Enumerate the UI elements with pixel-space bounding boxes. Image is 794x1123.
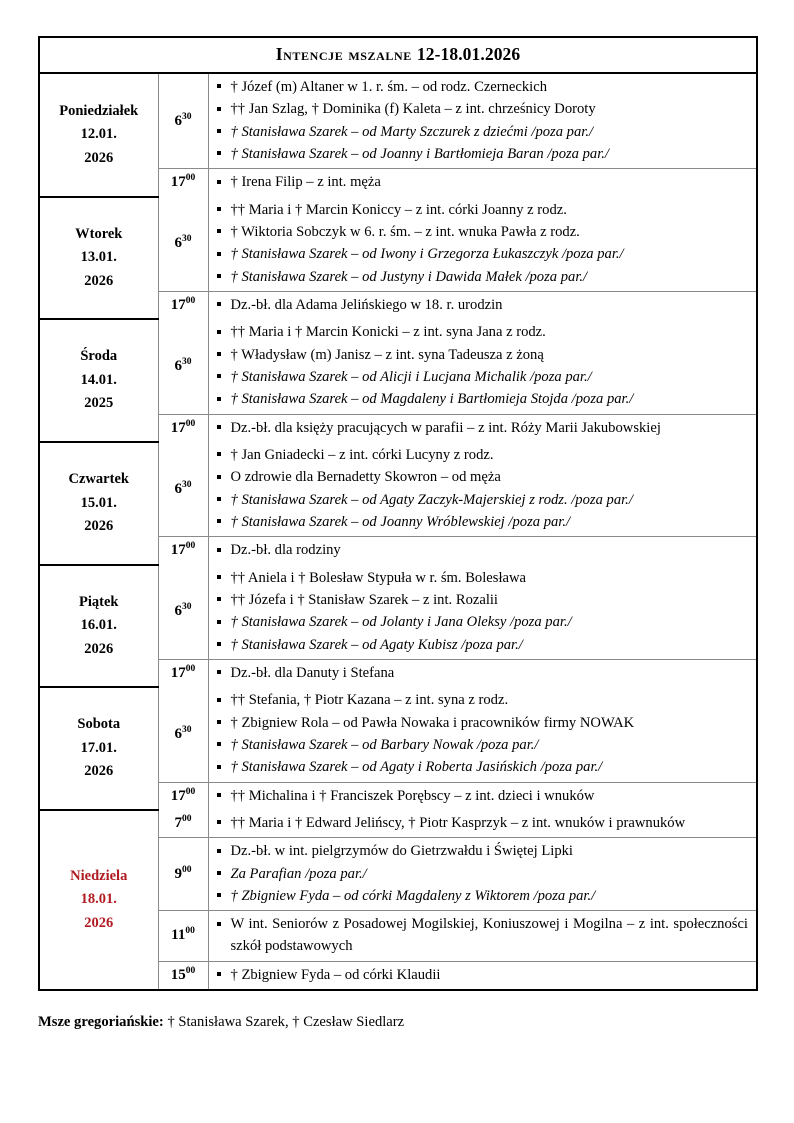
day-name: Wtorek bbox=[75, 225, 123, 242]
mass-time bbox=[158, 659, 208, 687]
day-year: 2026 bbox=[84, 763, 114, 780]
mass-time bbox=[158, 169, 208, 197]
mass-time-hour: 6 bbox=[174, 603, 182, 620]
day-date: 15.01. bbox=[80, 494, 117, 511]
intentions-cell bbox=[208, 537, 757, 565]
mass-time bbox=[158, 810, 208, 838]
mass-time-minutes: 30 bbox=[182, 602, 192, 613]
mass-time-minutes: 00 bbox=[185, 786, 196, 797]
intention-item: † Stanisława Szarek – od Agaty Zaczyk-Majerskiej z rodz. /poza par./ bbox=[215, 489, 749, 511]
day-cell-6 bbox=[39, 810, 158, 990]
intention-item: † Jan Gniadecki – z int. córki Lucyny z rodz. bbox=[215, 444, 749, 466]
mass-time-hour: 6 bbox=[174, 112, 182, 129]
intention-item: Dz.-bł. w int. pielgrzymów do Gietrzwałdu i Świętej Lipki bbox=[215, 840, 749, 862]
intention-item: Dz.-bł. dla księży pracujących w parafii – z int. Róży Marii Jakubowskiej bbox=[215, 417, 749, 439]
mass-time-minutes: 00 bbox=[185, 418, 196, 429]
day-date: 14.01. bbox=[80, 371, 117, 388]
intention-item: † Zbigniew Rola – od Pawła Nowaka i pracowników firmy NOWAK bbox=[215, 712, 749, 734]
intention-item: †† Stefania, † Piotr Kazana – z int. syna z rodz. bbox=[215, 689, 749, 711]
intention-item: † Wiktoria Sobczyk w 6. r. śm. – z int. wnuka Pawła z rodz. bbox=[215, 221, 749, 243]
intentions-cell bbox=[208, 911, 757, 962]
day-date: 12.01. bbox=[80, 126, 117, 143]
day-cell-2 bbox=[39, 319, 158, 442]
intention-item: † Stanisława Szarek – od Jolanty i Jana Oleksy /poza par./ bbox=[215, 611, 749, 633]
intentions-cell bbox=[208, 565, 757, 660]
mass-time bbox=[158, 414, 208, 442]
intention-item: † Stanisława Szarek – od Alicji i Lucjana Michalik /poza par./ bbox=[215, 366, 749, 388]
intention-item: † Stanisława Szarek – od Magdaleny i Bartłomieja Stojda /poza par./ bbox=[215, 388, 749, 410]
mass-time-hour: 6 bbox=[174, 480, 182, 497]
intention-item: †† Michalina i † Franciszek Porębscy – z int. dzieci i wnuków bbox=[215, 785, 749, 807]
title-date-range: 12-18.01.2026 bbox=[416, 44, 521, 64]
mass-time-minutes: 00 bbox=[185, 173, 196, 184]
mass-time-minutes: 00 bbox=[185, 296, 196, 307]
day-date: 18.01. bbox=[80, 891, 117, 908]
mass-time bbox=[158, 291, 208, 319]
mass-time-minutes: 30 bbox=[182, 111, 192, 122]
intentions-cell bbox=[208, 319, 757, 414]
day-date: 17.01. bbox=[80, 739, 117, 756]
intention-row bbox=[39, 810, 757, 838]
gregorian-masses-label: Msze gregoriańskie: bbox=[38, 1014, 164, 1031]
mass-time-hour: 9 bbox=[174, 865, 182, 882]
intentions-list bbox=[215, 662, 749, 684]
mass-intentions-table bbox=[38, 36, 758, 991]
day-cell-3 bbox=[39, 442, 158, 565]
intentions-list bbox=[215, 171, 749, 193]
intention-item: † Stanisława Szarek – od Agaty i Roberta Jasińskich /poza par./ bbox=[215, 756, 749, 778]
intention-item: † Józef (m) Altaner w 1. r. śm. – od rodz. Czerneckich bbox=[215, 76, 749, 98]
intention-item: Za Parafian /poza par./ bbox=[215, 863, 749, 885]
mass-time bbox=[158, 565, 208, 660]
intentions-cell bbox=[208, 687, 757, 782]
intentions-cell bbox=[208, 810, 757, 838]
intention-item: † Stanisława Szarek – od Justyny i Dawida Małek /poza par./ bbox=[215, 266, 749, 288]
day-cell-4 bbox=[39, 565, 158, 688]
mass-time-hour: 17 bbox=[170, 787, 186, 804]
day-year: 2026 bbox=[84, 914, 114, 931]
intention-item: † Stanisława Szarek – od Marty Szczurek z dziećmi /poza par./ bbox=[215, 121, 749, 143]
mass-time-hour: 6 bbox=[174, 357, 182, 374]
day-date: 13.01. bbox=[80, 249, 117, 266]
mass-time-hour: 17 bbox=[170, 174, 186, 191]
day-cell-0 bbox=[39, 73, 158, 197]
intention-item: †† Józefa i † Stanisław Szarek – z int. Rozalii bbox=[215, 589, 749, 611]
intention-item: Dz.-bł. dla Danuty i Stefana bbox=[215, 662, 749, 684]
mass-time bbox=[158, 537, 208, 565]
day-name: Niedziela bbox=[70, 867, 128, 884]
title-main: Intencje mszalne bbox=[275, 44, 412, 64]
gregorian-masses-names: † Stanisława Szarek, † Czesław Siedlarz bbox=[167, 1014, 405, 1031]
day-name: Czwartek bbox=[68, 471, 129, 488]
mass-time bbox=[158, 838, 208, 911]
intentions-list bbox=[215, 539, 749, 561]
mass-time-minutes: 00 bbox=[182, 814, 192, 824]
day-cell-5 bbox=[39, 687, 158, 810]
mass-time bbox=[158, 687, 208, 782]
mass-time-hour: 7 bbox=[174, 815, 182, 831]
intentions-list bbox=[215, 812, 749, 834]
day-name: Środa bbox=[80, 348, 118, 365]
intentions-cell bbox=[208, 659, 757, 687]
mass-time-minutes: 00 bbox=[182, 864, 192, 875]
table-header bbox=[39, 37, 757, 73]
intention-item: † Stanisława Szarek – od Agaty Kubisz /poza par./ bbox=[215, 634, 749, 656]
mass-time-minutes: 30 bbox=[182, 724, 192, 735]
day-date: 16.01. bbox=[80, 617, 117, 634]
intention-item: W int. Seniorów z Posadowej Mogilskiej, Koniuszowej i Mogilna – z int. społeczności szkół podstawowych bbox=[215, 913, 749, 958]
intention-row bbox=[39, 565, 757, 660]
mass-time-hour: 6 bbox=[174, 235, 182, 252]
page-title bbox=[39, 37, 757, 73]
intention-item: †† Maria i † Edward Jelińscy, † Piotr Kasprzyk – z int. wnuków i prawnuków bbox=[215, 812, 749, 834]
intention-item: O zdrowie dla Bernadetty Skowron – od męża bbox=[215, 466, 749, 488]
mass-time bbox=[158, 782, 208, 810]
day-name: Poniedziałek bbox=[59, 102, 139, 119]
mass-time-hour: 6 bbox=[174, 725, 182, 742]
mass-time-hour: 17 bbox=[170, 542, 186, 559]
mass-time bbox=[158, 911, 208, 962]
intentions-list bbox=[215, 444, 749, 533]
intention-item: † Stanisława Szarek – od Joanny Wróblewskiej /poza par./ bbox=[215, 511, 749, 533]
intention-item: Dz.-bł. dla Adama Jelińskiego w 18. r. urodzin bbox=[215, 294, 749, 316]
intention-item: † Stanisława Szarek – od Iwony i Grzegorza Łukaszczyk /poza par./ bbox=[215, 243, 749, 265]
intentions-list bbox=[215, 689, 749, 778]
day-year: 2026 bbox=[84, 517, 114, 534]
intentions-list bbox=[215, 840, 749, 907]
intention-item: †† Maria i † Marcin Konicki – z int. syna Jana z rodz. bbox=[215, 321, 749, 343]
mass-time-hour: 17 bbox=[170, 665, 186, 682]
intentions-list bbox=[215, 321, 749, 410]
intentions-list bbox=[215, 76, 749, 165]
mass-time-hour: 15 bbox=[170, 966, 186, 983]
mass-time-minutes: 00 bbox=[185, 926, 195, 937]
mass-time-hour: 17 bbox=[170, 297, 186, 314]
intentions-cell bbox=[208, 838, 757, 911]
intention-row bbox=[39, 73, 757, 169]
intentions-cell bbox=[208, 73, 757, 169]
title-row bbox=[39, 37, 757, 73]
intentions-cell bbox=[208, 169, 757, 197]
mass-time bbox=[158, 442, 208, 537]
intentions-list bbox=[215, 417, 749, 439]
intention-item: † Zbigniew Fyda – od córki Magdaleny z Wiktorem /poza par./ bbox=[215, 885, 749, 907]
mass-time-minutes: 00 bbox=[185, 664, 196, 675]
day-cell-1 bbox=[39, 197, 158, 320]
intention-item: †† Maria i † Marcin Koniccy – z int. córki Joanny z rodz. bbox=[215, 199, 749, 221]
mass-time bbox=[158, 319, 208, 414]
intentions-list bbox=[215, 913, 749, 958]
intentions-cell bbox=[208, 414, 757, 442]
gregorian-masses-note bbox=[38, 1012, 756, 1032]
intention-item: Dz.-bł. dla rodziny bbox=[215, 539, 749, 561]
intentions-list bbox=[215, 567, 749, 656]
intention-item: †† Aniela i † Bolesław Stypuła w r. śm. Bolesława bbox=[215, 567, 749, 589]
intentions-list bbox=[215, 964, 749, 986]
intention-row bbox=[39, 197, 757, 292]
day-name: Sobota bbox=[77, 716, 121, 733]
intentions-list bbox=[215, 199, 749, 288]
day-year: 2026 bbox=[84, 149, 114, 166]
day-name: Piątek bbox=[79, 593, 119, 610]
intention-item: † Władysław (m) Janisz – z int. syna Tadeusza z żoną bbox=[215, 344, 749, 366]
mass-time-minutes: 00 bbox=[185, 965, 196, 976]
mass-time-minutes: 30 bbox=[182, 479, 192, 490]
intentions-cell bbox=[208, 961, 757, 990]
mass-time bbox=[158, 73, 208, 169]
intention-row bbox=[39, 442, 757, 537]
intentions-cell bbox=[208, 197, 757, 292]
mass-time-minutes: 00 bbox=[185, 541, 196, 552]
day-year: 2025 bbox=[84, 395, 114, 412]
intentions-cell bbox=[208, 291, 757, 319]
intention-row bbox=[39, 687, 757, 782]
intentions-cell bbox=[208, 782, 757, 810]
intentions-list bbox=[215, 294, 749, 316]
intention-item: † Zbigniew Fyda – od córki Klaudii bbox=[215, 964, 749, 986]
table-body bbox=[39, 73, 757, 990]
intention-row bbox=[39, 319, 757, 414]
intention-item: †† Jan Szlag, † Dominika (f) Kaleta – z int. chrześnicy Doroty bbox=[215, 98, 749, 120]
intention-item: † Irena Filip – z int. męża bbox=[215, 171, 749, 193]
mass-time-minutes: 30 bbox=[182, 356, 192, 367]
intention-item: † Stanisława Szarek – od Barbary Nowak /poza par./ bbox=[215, 734, 749, 756]
mass-time bbox=[158, 961, 208, 990]
intentions-cell bbox=[208, 442, 757, 537]
mass-time-hour: 11 bbox=[171, 927, 186, 944]
intentions-list bbox=[215, 785, 749, 807]
mass-time bbox=[158, 197, 208, 292]
day-year: 2026 bbox=[84, 640, 114, 657]
mass-time-hour: 17 bbox=[170, 419, 186, 436]
mass-time-minutes: 30 bbox=[182, 234, 192, 245]
intention-item: † Stanisława Szarek – od Joanny i Bartłomieja Baran /poza par./ bbox=[215, 143, 749, 165]
day-year: 2026 bbox=[84, 272, 114, 289]
